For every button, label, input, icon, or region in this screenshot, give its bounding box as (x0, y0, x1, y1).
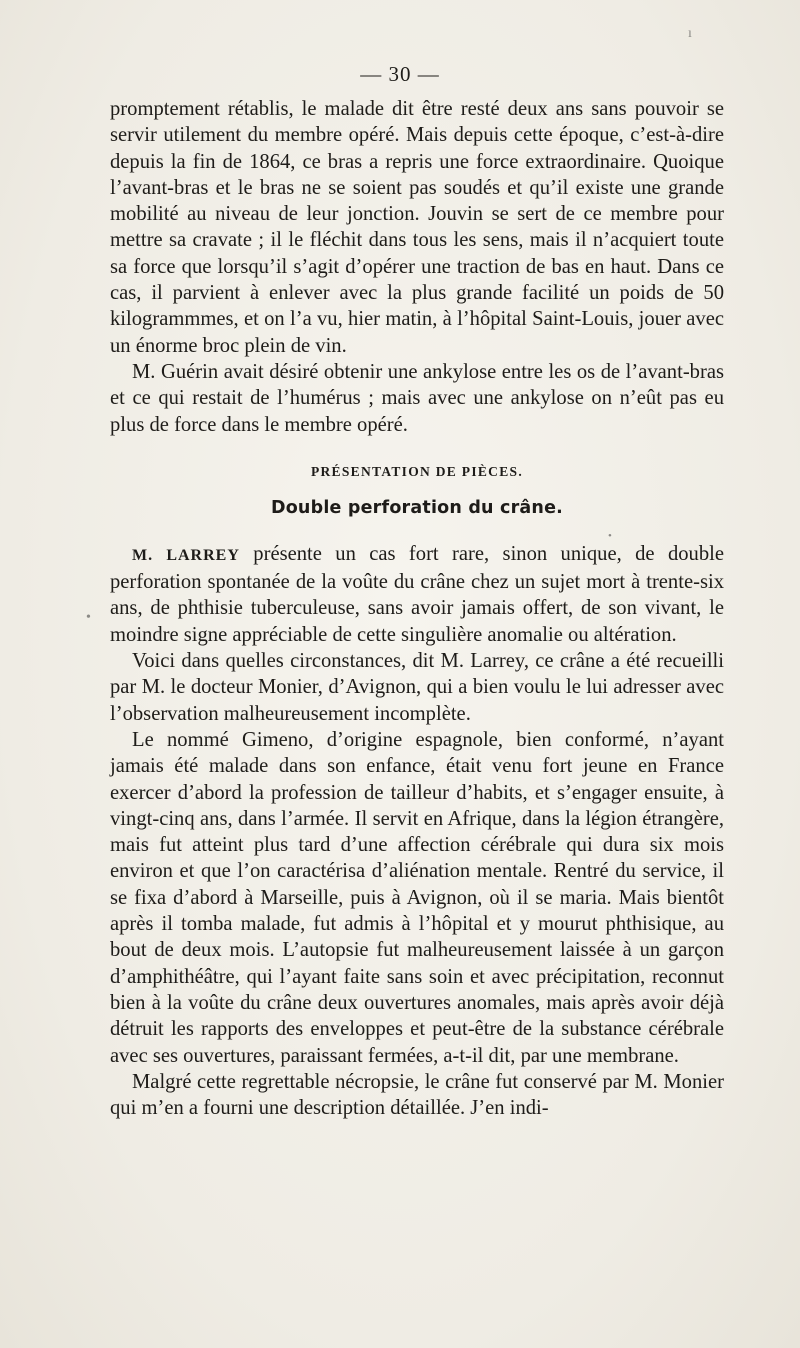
margin-mark: ı (688, 26, 692, 41)
page-body (110, 96, 724, 1121)
margin-mark: • (608, 530, 612, 542)
paragraph-2: M. Guérin avait désiré obtenir une ankylose entre les os de l’avant-bras et ce qui restait de l’humérus ; mais avec une ankylose on n’eût pas eu plus de force dans le membre opéré. (110, 360, 724, 436)
paragraph-3 (110, 541, 724, 648)
paragraph-6: Malgré cette regrettable nécropsie, le crâne fut conservé par M. Monier qui m’en a fourni une description détaillée. J’en indi- (110, 1070, 724, 1120)
paragraph-4: Voici dans quelles circonstances, dit M. Larrey, ce crâne a été recueilli par M. le docteur Monier, d’Avignon, qui a bien voulu le lui adresser avec l’observation malheureusement incomplète. (110, 650, 724, 725)
section-subtitle: Double perforation du crâne. (270, 497, 563, 518)
margin-mark: • (86, 610, 91, 625)
paragraph-1: promptement rétablis, le malade dit être resté deux ans sans pouvoir se servir utilement du membre opéré. Mais depuis cette époque, c’est-à-dire depuis la fin de 1864, ce bras a repris une force extraordinaire. Quoique l’avant-bras et le bras ne se soient pas soudés et qu’il existe une grande mobilité au niveau de leur jonction. Jouvin se sert de ce membre pour mettre sa cravate ; il le fléchit dans tous les sens, mais il n’acquiert toute sa force que lorsqu’il s’agit d’opérer une traction de bas en haut. Dans ce cas, il parvient à enlever avec la plus grande facilité un poids de 50 kilogrammmes, et on l’a vu, hier matin, à l’hôpital Saint-Louis, jouer avec un énorme broc plein de vin. (110, 98, 724, 357)
paragraph-3-text: présente un cas fort rare, sinon unique, de double perforation spontanée de la voûte du crâne chez un sujet mort à trente-six ans, de phthisie tuberculeuse, sans avoir jamais offert, de son vivant, le moindre signe appréciable de cette singulière anomalie ou altération. (110, 542, 724, 646)
page-number: — 30 — (360, 62, 440, 86)
section-title: PRÉSENTATION DE PIÈCES. (310, 463, 524, 479)
speaker-name: M. LARREY (132, 546, 240, 564)
paragraph-5: Le nommé Gimeno, d’origine espagnole, bien conformé, n’ayant jamais été malade dans son enfance, était venu fort jeune en France exercer d’abord la profession de tailleur d’habits, et s’engager ensuite, à vingt-cinq ans, dans l’armée. Il servit en Afrique, dans la légion étrangère, mais fut atteint plus tard d’une affection cérébrale qui dura six mois environ et que l’on caractérisa d’aliénation mentale. Rentré du service, il se fixa d’abord à Marseille, puis à Avignon, où il se maria. Mais bientôt après il tomba malade, fut admis à l’hôpital et y mourut phthisique, au bout de deux mois. L’autopsie fut malheureusement laissée à un garçon d’amphithéâtre, qui l’ayant faite sans soin et avec précipitation, reconnut bien à la voûte du crâne deux ouvertures anomales, mais après avoir déjà détruit les rapports des enveloppes et peut-être de la substance cérébrale avec ses ouvertures, paraissant fermées, a-t-il dit, par une membrane. (110, 728, 724, 1067)
